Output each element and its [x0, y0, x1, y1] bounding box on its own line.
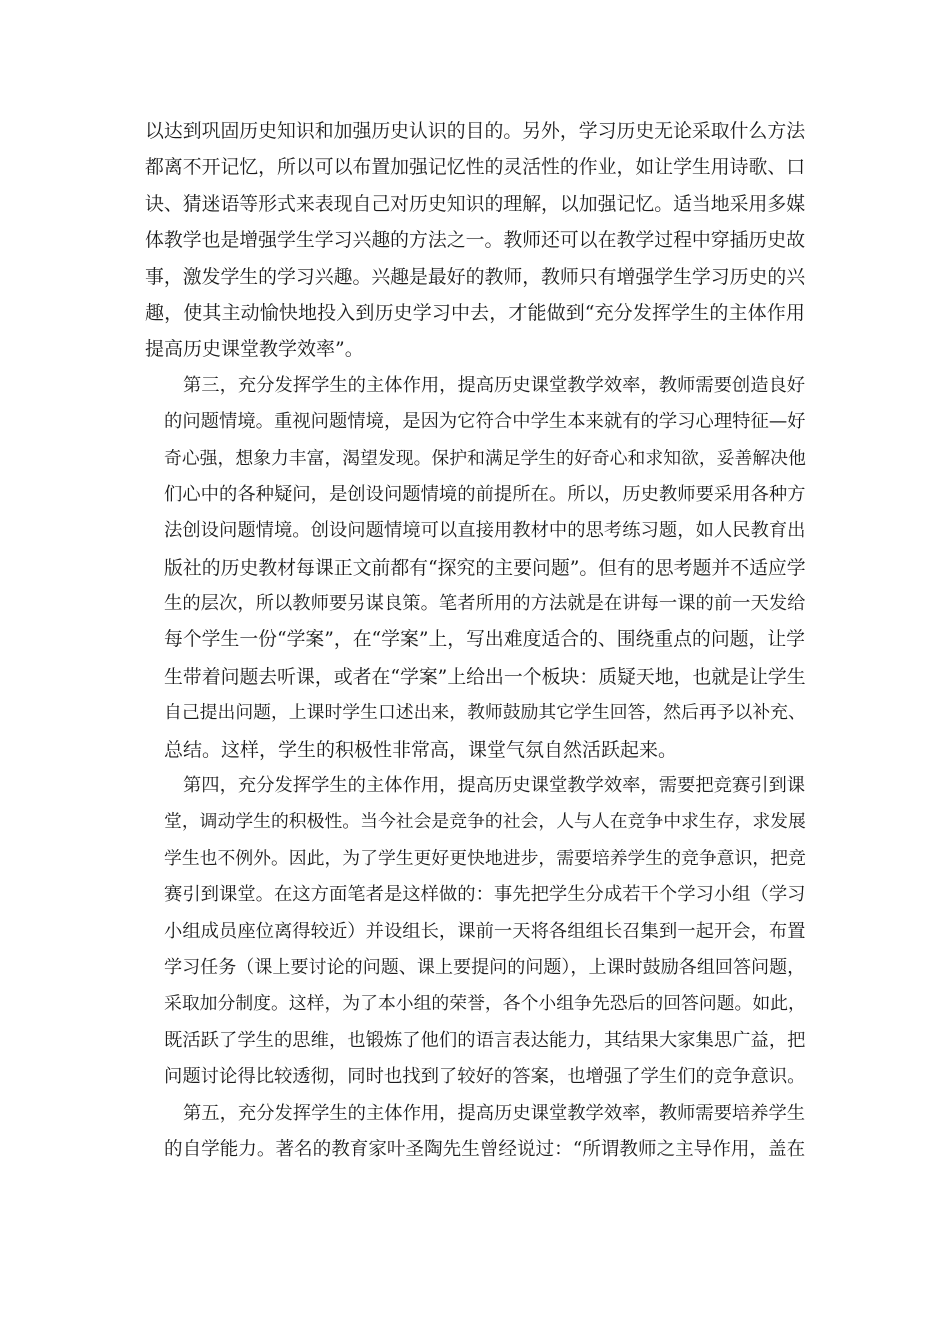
paragraph-memory-methods	[145, 113, 805, 368]
text-line: 生带着问题去听课，或者在“学案”上给出一个板块：质疑天地，也就是让学生	[164, 665, 806, 688]
text-line: 自己提出问题，上课时学生口述出来，教师鼓励其它学生回答，然后再予以补充、	[164, 702, 806, 724]
text-line: 生的层次，所以教师要另谋良策。笔者所用的方法就是在讲每一课的前一天发给	[164, 593, 806, 615]
paragraph-fifth-point	[145, 1096, 805, 1169]
text-line: 学习任务（课上要讨论的问题、课上要提问的问题），上课时鼓励各组回答问题，	[164, 956, 806, 978]
text-line: 第三，充分发挥学生的主体作用，提高历史课堂教学效率，教师需要创造良好	[183, 374, 806, 396]
text-line: 总结。这样，学生的积极性非常高，课堂气氛自然活跃起来。	[164, 738, 678, 761]
text-line: 体教学也是增强学生学习兴趣的方法之一。教师还可以在教学过程中穿插历史故	[145, 229, 806, 252]
text-line: 问题讨论得比较透彻，同时也找到了较好的答案，也增强了学生们的竞争意识。	[164, 1066, 806, 1088]
text-line: 提高历史课堂教学效率”。	[145, 338, 364, 361]
text-line: 法创设问题情境。创设问题情境可以直接用教材中的思考练习题，如人民教育出	[164, 520, 806, 542]
text-line: 堂，调动学生的积极性。当今社会是竞争的社会，人与人在竞争中求生存，求发展	[164, 811, 806, 833]
text-line: 诀、猜迷语等形式来表现自己对历史知识的理解，以加强记忆。适当地采用多媒	[145, 192, 806, 215]
text-line: 赛引到课堂。在这方面笔者是这样做的：事先把学生分成若干个学习小组（学习	[164, 884, 806, 906]
paragraph-third-point	[145, 368, 805, 768]
text-line: 们心中的各种疑问，是创设问题情境的前提所在。所以，历史教师要采用各种方	[164, 483, 806, 505]
text-line: 都离不开记忆，所以可以布置加强记忆性的灵活性的作业，如让学生用诗歌、口	[145, 156, 806, 179]
text-line: 采取加分制度。这样，为了本小组的荣誉，各个小组争先恐后的回答问题。如此，	[164, 993, 806, 1015]
text-line: 小组成员座位离得较近）并设组长，课前一天将各组组长召集到一起开会，布置	[164, 920, 806, 942]
text-line: 第四，充分发挥学生的主体作用，提高历史课堂教学效率，需要把竞赛引到课	[183, 775, 806, 797]
text-line: 事，激发学生的学习兴趣。兴趣是最好的教师，教师只有增强学生学习历史的兴	[145, 265, 806, 288]
text-line: 第五，充分发挥学生的主体作用，提高历史课堂教学效率，教师需要培养学生	[183, 1102, 806, 1124]
text-line: 奇心强，想象力丰富，渴望发现。保护和满足学生的好奇心和求知欲，妥善解决他	[164, 447, 806, 469]
text-line: 的自学能力。著名的教育家叶圣陶先生曾经说过：“所谓教师之主导作用，盖在	[164, 1138, 806, 1160]
text-line: 版社的历史教材每课正文前都有“探究的主要问题”。但有的思考题并不适应学	[164, 556, 806, 579]
paragraph-fourth-point	[145, 768, 805, 1096]
text-line: 学生也不例外。因此，为了学生更好更快地进步，需要培养学生的竞争意识，把竞	[164, 847, 806, 869]
text-line: 以达到巩固历史知识和加强历史认识的目的。另外，学习历史无论采取什么方法	[145, 120, 806, 142]
text-line: 的问题情境。重视问题情境，是因为它符合中学生本来就有的学习心理特征—好	[164, 411, 806, 433]
text-line: 既活跃了学生的思维，也锻炼了他们的语言表达能力，其结果大家集思广益，把	[164, 1029, 806, 1051]
document-body	[145, 113, 805, 1168]
text-line: 每个学生一份“学案”，在“学案”上，写出难度适合的、围绕重点的问题，让学	[164, 629, 806, 651]
text-line: 趣，使其主动愉快地投入到历史学习中去，才能做到“充分发挥学生的主体作用	[145, 301, 805, 324]
